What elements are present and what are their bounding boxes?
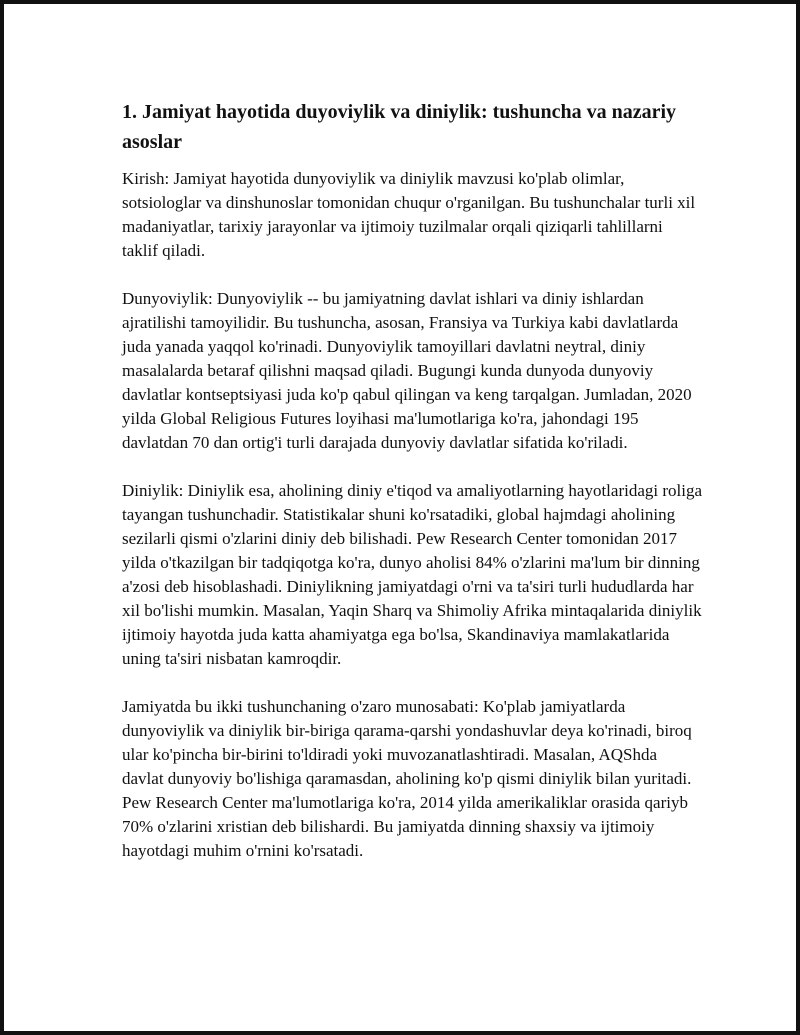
paragraph-relationship: Jamiyatda bu ikki tushunchaning o'zaro munosabati: Ko'plab jamiyatlarda dunyoviylik va diniylik bir-biriga qarama-qarshi yondashuvlar deya ko'rinadi, biroq ular ko'pincha bir-birini to'ldiradi yoki muvozanatlashtiradi. Masalan, AQShda davlat dunyoviy bo'lishiga qaramasdan, aholining ko'p qismi diniylik bilan yuritadi. Pew Research Center ma'lumotlariga ko'ra, 2014 yilda amerikaliklar orasida qariyb 70% o'zlarini xristian deb bilishardi. Bu jamiyatda dinning shaxsiy va ijtimoiy hayotdagi muhim o'rnini ko'rsatadi. (122, 697, 692, 860)
paragraph-secularism: Dunyoviylik: Dunyoviylik -- bu jamiyatning davlat ishlari va diniy ishlardan ajratilishi tamoyilidir. Bu tushuncha, asosan, Fransiya va Turkiya kabi davlatlarda juda yanada yaqqol ko'rinadi. Dunyoviylik tamoyillari davlatni neytral, diniy masalalarda betaraf qilishni maqsad qiladi. Bugungi kunda dunyoda dunyoviy davlatlar kontseptsiyasi juda ko'p qabul qilingan va keng tarqalgan. Jumladan, 2020 yilda Global Religious Futures loyihasi ma'lumotlariga ko'ra, jahondagi 195 davlatdan 70 dan ortig'i turli darajada dunyoviy davlatlar sifatida ko'riladi. (122, 289, 692, 452)
paragraph-religiosity: Diniylik: Diniylik esa, aholining diniy e'tiqod va amaliyotlarning hayotlaridagi roliga tayangan tushunchadir. Statistikalar shuni ko'rsatadiki, global hajmdagi aholining sezilarli qismi o'zlarini diniy deb bilishadi. Pew Research Center tomonidan 2017 yilda o'tkazilgan bir tadqiqotga ko'ra, dunyo aholisi 84% o'zlarini ma'lum bir dinning a'zosi deb hisoblashadi. Diniylikning jamiyatdagi o'rni va ta'siri turli hududlarda har xil bo'lishi mumkin. Masalan, Yaqin Sharq va Shimoliy Afrika mintaqalarida diniylik ijtimoiy hayotda juda katta ahamiyatga ega bo'lsa, Skandinaviya mamlakatlarida uning ta'siri nisbatan kamroqdir. (122, 481, 703, 668)
section-heading: 1. Jamiyat hayotida duyoviylik va diniylik: tushuncha va nazariy asoslar (122, 101, 677, 153)
document-body (122, 97, 702, 863)
paragraph-intro: Kirish: Jamiyat hayotida dunyoviylik va diniylik mavzusi ko'plab olimlar, sotsiologlar va dinshunoslar tomonidan chuqur o'rganilgan. Bu tushunchalar turli xil madaniyatlar, tarixiy jarayonlar va ijtimoiy tuzilmalar orqali qiziqarli tahlillarni taklif qiladi. (122, 169, 696, 260)
